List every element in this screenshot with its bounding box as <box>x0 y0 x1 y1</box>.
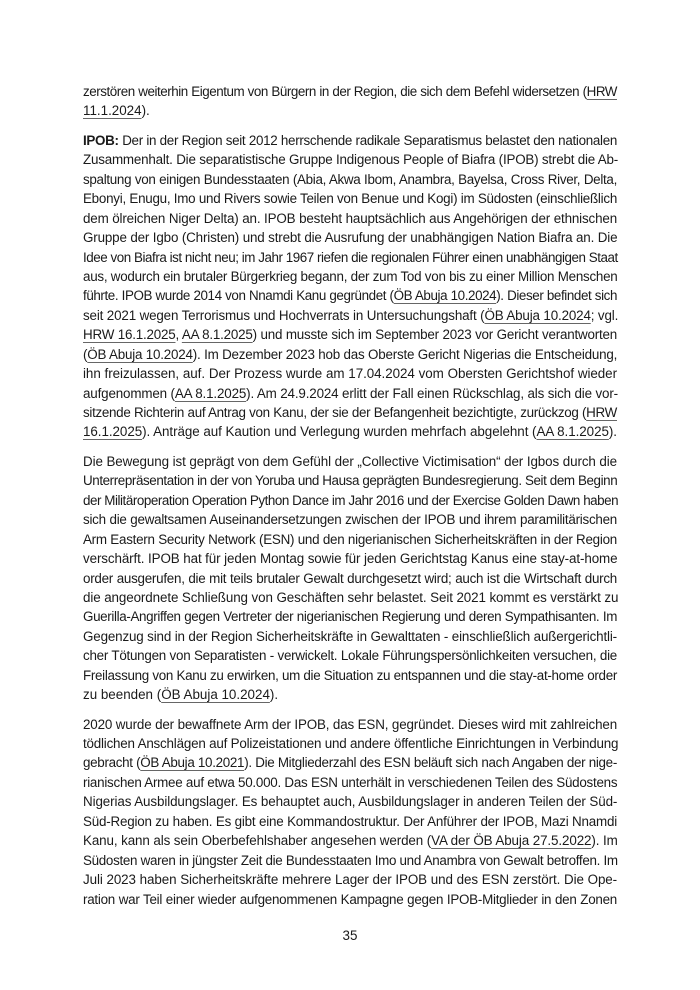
paragraph <box>83 715 617 909</box>
page-number: 35 <box>342 928 358 943</box>
text-segment: Die Bewegung ist geprägt von dem Gefühl der „Collective Victimisation“ der Igbos durch die <box>83 453 617 469</box>
text-segment: der Militäroperation Operation Python Dance im Jahr 2016 und der Exercise Golden Dawn haben <box>83 492 619 508</box>
text-line <box>83 131 617 150</box>
text-line <box>83 286 617 305</box>
text-segment: ). <box>608 424 617 440</box>
text-line <box>83 150 617 169</box>
text-line <box>83 189 617 208</box>
paragraph <box>83 452 617 705</box>
text-segment: aus, wodurch ein brutaler Bürgerkrieg begann, der zum Tod von bis zu einer Million Menschen <box>83 268 618 284</box>
text-segment: ). Im Dezember 2023 hob das Oberste Gericht Nigerias die Entscheidung, <box>192 346 618 362</box>
text-segment: spaltung von einigen Bundesstaaten (Abia, Akwa Ibom, Anambra, Bayelsa, Cross River, Delta, <box>83 171 617 187</box>
text-segment: ). Die Mitgliederzahl des ESN beläuft sich nach Angaben der nige- <box>244 755 617 771</box>
text-segment: sitzende Richterin auf Antrag von Kanu, der sie der Befangenheit bezichtigte, zurückzog ( <box>83 405 587 420</box>
section-label: IPOB: <box>83 132 119 148</box>
text-segment: zu beenden ( <box>83 687 162 703</box>
text-segment: Ebonyi, Enugu, Imo und Rivers sowie Teilen von Benue und Kogi) im Südosten (einschließlich <box>83 191 618 207</box>
text-segment: ). Am 24.9.2024 erlitt der Fall einen Rückschlag, als sich die vor- <box>246 385 618 401</box>
text-line <box>83 734 617 753</box>
text-segment: Freilassung von Kanu zu erwirken, um die Situation zu entspannen und die stay-at-home order <box>83 667 617 683</box>
text-line <box>83 403 617 422</box>
text-line <box>83 851 617 870</box>
text-line <box>83 685 617 704</box>
text-segment: ). Anträge auf Kaution und Verlegung wurden mehrfach abgelehnt ( <box>142 424 537 440</box>
text-segment: ). Im <box>591 833 618 849</box>
document-body <box>83 82 617 919</box>
text-line <box>83 773 617 792</box>
text-segment: ). <box>269 687 279 703</box>
text-line <box>83 588 617 607</box>
text-line <box>83 491 617 510</box>
text-segment: ( <box>83 346 88 362</box>
text-line <box>83 666 617 685</box>
text-line <box>83 510 617 529</box>
text-segment: Idee von Biafra ist nicht neu; im Jahr 1967 riefen die regionalen Führer einen unabhängigen Staat <box>83 249 618 265</box>
text-segment: order ausgerufen, die mit teils brutaler Gewalt durchgesetzt wird; auch ist die Wirtschaft durch <box>83 570 617 586</box>
citation-link[interactable]: HRW <box>586 84 617 99</box>
paragraph <box>83 82 617 121</box>
citation-link[interactable]: AA 8.1.2025 <box>181 327 253 343</box>
text-segment: ihn freizulassen, auf. Der Prozess wurde am 17.04.2024 vom Obersten Gerichtshof wieder <box>83 366 617 382</box>
citation-link[interactable]: ÖB Abuja 10.2024 <box>393 288 497 304</box>
text-line <box>83 267 617 286</box>
text-segment: , <box>175 327 182 343</box>
text-segment: aufgenommen ( <box>83 385 175 401</box>
text-segment: ). <box>141 103 150 119</box>
text-line <box>83 364 617 383</box>
text-line <box>83 715 617 734</box>
text-line <box>83 530 617 549</box>
text-line <box>83 812 617 831</box>
text-line <box>83 890 617 909</box>
text-segment: tödlichen Anschlägen auf Polizeistationen und andere öffentliche Einrichtungen in Verbindung <box>83 736 619 751</box>
text-line <box>83 170 617 189</box>
text-segment: Südosten waren in jüngster Zeit die Bundesstaaten Imo und Anambra von Gewalt betroffen. Im <box>83 852 618 868</box>
citation-link[interactable]: ÖB Abuja 10.2024 <box>484 307 591 323</box>
text-line <box>83 792 617 811</box>
text-line <box>83 306 617 325</box>
citation-link[interactable]: AA 8.1.2025 <box>174 385 247 401</box>
text-segment: ). Dieser befindet sich <box>496 288 617 304</box>
text-segment: Arm Eastern Security Network (ESN) und den nigerianischen Sicherheitskräften in der Region <box>83 531 617 547</box>
text-line <box>83 325 617 344</box>
text-segment: ; vgl. <box>590 307 619 323</box>
text-segment: führte. IPOB wurde 2014 von Nnamdi Kanu gegründet ( <box>83 288 394 304</box>
text-line <box>83 870 617 889</box>
citation-link[interactable]: AA 8.1.2025 <box>536 424 609 440</box>
citation-link[interactable]: ÖB Abuja 10.2021 <box>140 755 245 771</box>
text-line <box>83 101 617 120</box>
text-segment: Gegenzug sind in der Region Sicherheitskräfte in Gewalttaten - einschließlich außergerichtli- <box>83 628 617 644</box>
text-segment: Nigerias Ausbildungslager. Es behauptet auch, Ausbildungslager in anderen Teilen der Süd- <box>83 794 618 810</box>
text-segment: cher Tötungen von Separatisten - verwickelt. Lokale Führungspersönlichkeiten versuchen, die <box>83 648 617 664</box>
text-line <box>83 384 617 403</box>
text-line <box>83 248 617 267</box>
text-segment: ) und musste sich im September 2023 vor Gericht verantworten <box>252 327 617 343</box>
text-segment: sich die gewaltsamen Auseinandersetzungen zwischen der IPOB und ihrem paramilitärischen <box>83 512 617 528</box>
text-segment: gebracht ( <box>83 755 141 771</box>
text-segment: Kanu, kann als sein Oberbefehlshaber angesehen werden ( <box>83 833 432 849</box>
text-segment: verschärft. IPOB hat für jeden Montag sowie für jeden Gerichtstag Kanus eine stay-at-home <box>83 551 618 567</box>
citation-link[interactable]: ÖB Abuja 10.2024 <box>87 346 193 362</box>
text-segment: seit 2021 wegen Terrorismus und Hochverrats in Untersuchungshaft ( <box>83 307 485 323</box>
paragraph <box>83 131 617 442</box>
text-line <box>83 569 617 588</box>
text-segment: Zusammenhalt. Die separatistische Gruppe Indigenous People of Biafra (IPOB) strebt die Ab- <box>83 152 619 168</box>
text-line <box>83 831 617 850</box>
text-segment: Süd-Region zu haben. Es gibt eine Kommandostruktur. Der Anführer der IPOB, Mazi Nnamdi <box>83 813 617 829</box>
text-segment: zerstören weiterhin Eigentum von Bürgern in der Region, die sich dem Befehl widersetzen ( <box>83 84 587 99</box>
citation-link[interactable]: ÖB Abuja 10.2024 <box>161 687 270 703</box>
citation-link[interactable]: VA der ÖB Abuja 27.5.2022 <box>431 833 592 849</box>
text-segment: Gruppe der Igbo (Christen) und strebt die Ausrufung der unabhängigen Nation Biafra an. Die <box>83 230 618 246</box>
text-line <box>83 345 617 364</box>
text-segment: ration war Teil einer wieder aufgenommenen Kampagne gegen IPOB-Mitglieder in den Zonen <box>83 891 617 907</box>
text-line <box>83 627 617 646</box>
text-segment: Der in der Region seit 2012 herrschende radikale Separatismus belastet den nationalen <box>118 132 617 148</box>
text-segment: die angeordnete Schließung von Geschäften sehr belastet. Seit 2021 kommt es verstärkt zu <box>83 589 619 605</box>
citation-link[interactable]: HRW <box>586 405 617 420</box>
text-line <box>83 753 617 772</box>
text-segment: 2020 wurde der bewaffnete Arm der IPOB, das ESN, gegründet. Dieses wird mit zahlreichen <box>83 716 617 732</box>
text-line <box>83 452 617 471</box>
text-line <box>83 471 617 490</box>
text-line <box>83 549 617 568</box>
text-line <box>83 646 617 665</box>
text-segment: dem ölreichen Niger Delta) an. IPOB besteht hauptsächlich aus Angehörigen der ethnischen <box>83 210 617 226</box>
text-line <box>83 228 617 247</box>
citation-link[interactable]: 11.1.2024 <box>83 103 142 119</box>
text-line <box>83 422 617 441</box>
citation-link[interactable]: 16.1.2025 <box>83 424 143 440</box>
citation-link[interactable]: HRW 16.1.2025 <box>83 327 176 343</box>
text-segment: rianischen Armee auf etwa 50.000. Das ESN unterhält in verschiedenen Teilen des Südostens <box>83 774 618 790</box>
text-line <box>83 607 617 626</box>
text-line <box>83 82 617 101</box>
text-segment: Guerilla-Angriffen gegen Vertreter der nigerianischen Regierung und deren Sympathisanten. Im <box>83 609 617 625</box>
text-line <box>83 209 617 228</box>
text-segment: Unterrepräsentation in der von Yoruba und Hausa geprägten Bundesregierung. Seit dem Beginn <box>83 473 618 489</box>
text-segment: Juli 2023 haben Sicherheitskräfte mehrere Lager der IPOB und des ESN zerstört. Die Ope- <box>83 872 617 888</box>
